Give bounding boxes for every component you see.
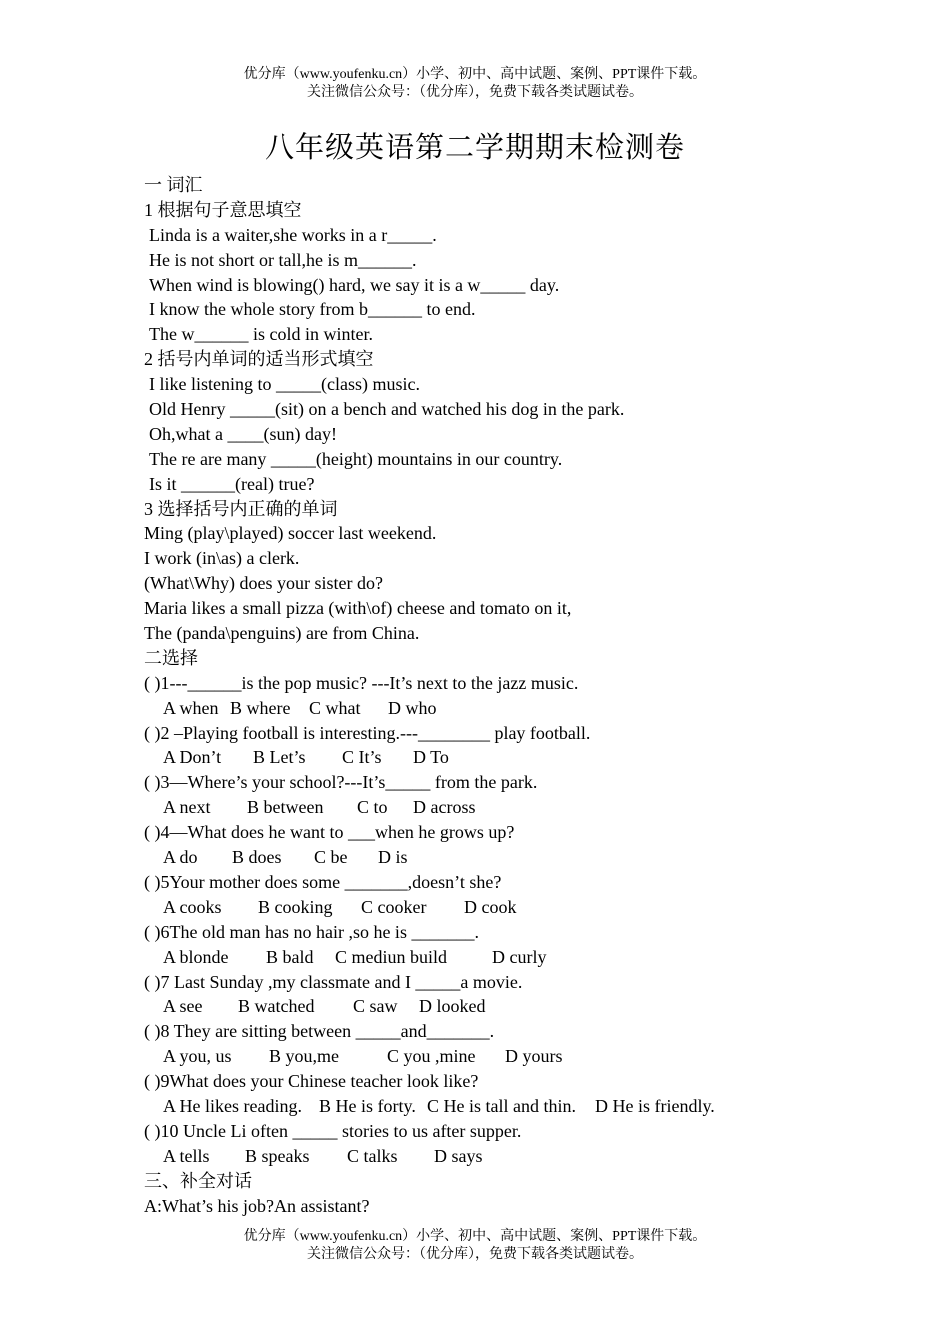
option-b: B speaks — [245, 1145, 310, 1166]
footer-line-2: 关注微信公众号：（优分库），免费下载各类试题试卷。 — [307, 1247, 643, 1262]
option-c: C He is tall and thin. — [427, 1095, 576, 1116]
option-a: A when — [163, 697, 219, 718]
option-d: D cook — [464, 896, 517, 917]
question-10-options — [144, 1144, 924, 1169]
part-2-item: I like listening to _____(class) music. — [149, 374, 420, 395]
part-2-item: Oh,what a ____(sun) day! — [149, 423, 337, 444]
page-title: 八年级英语第二学期期末检测卷 — [264, 132, 685, 164]
option-d: D across — [413, 797, 476, 818]
part-2-item: Is it ______(real) true? — [149, 473, 315, 494]
option-d: D He is friendly. — [595, 1095, 715, 1116]
part-3-item: Maria likes a small pizza (with\of) cheese and tomato on it, — [144, 598, 572, 619]
part-1-item: When wind is blowing() hard, we say it is a w_____ day. — [149, 274, 560, 295]
option-a: A next — [163, 797, 211, 818]
option-d: D curly — [492, 946, 547, 967]
option-b: B does — [232, 847, 282, 868]
exam-body — [144, 173, 924, 1218]
option-d: D is — [378, 847, 408, 868]
option-b: B bald — [266, 946, 314, 967]
header-line-1: 优分库（www.youfenku.cn）小学、初中、高中试题、案例、PPT课件下载。 — [243, 67, 707, 82]
option-a: A tells — [163, 1145, 210, 1166]
part-2-item: The re are many _____(height) mountains in our country. — [149, 448, 563, 469]
option-b: B He is forty. — [319, 1095, 416, 1116]
question-5: ( )5Your mother does some _______,doesn’t she? — [144, 871, 502, 892]
question-3-options — [144, 795, 924, 820]
part-2-heading: 2 括号内单词的适当形式填空 — [144, 349, 374, 370]
question-4: ( )4—What does he want to ___when he grows up? — [144, 822, 515, 843]
part-3-item: The (panda\penguins) are from China. — [144, 623, 420, 644]
part-1-item: The w______ is cold in winter. — [149, 324, 373, 345]
option-a: A He likes reading. — [163, 1095, 302, 1116]
option-a: A blonde — [163, 946, 229, 967]
option-c: C saw — [353, 996, 398, 1017]
part-1-item: Linda is a waiter,she works in a r_____. — [149, 224, 437, 245]
question-6-options — [144, 945, 924, 970]
part-1-item: He is not short or tall,he is m______. — [149, 249, 417, 270]
option-d: D looked — [419, 996, 486, 1017]
part-3-item: (What\Why) does your sister do? — [144, 573, 383, 594]
question-10: ( )10 Uncle Li often _____ stories to us after supper. — [144, 1120, 522, 1141]
question-7: ( )7 Last Sunday ,my classmate and I _____a movie. — [144, 971, 523, 992]
option-b: B you,me — [269, 1046, 339, 1067]
option-a: A Don’t — [163, 747, 222, 768]
section-3-heading: 三、补全对话 — [144, 1170, 252, 1191]
option-b: B Let’s — [253, 747, 306, 768]
option-b: B cooking — [258, 896, 333, 917]
option-a: A see — [163, 996, 203, 1017]
footer-line-1: 优分库（www.youfenku.cn）小学、初中、高中试题、案例、PPT课件下载。 — [243, 1229, 707, 1244]
question-9: ( )9What does your Chinese teacher look like? — [144, 1071, 479, 1092]
option-a: A do — [163, 847, 198, 868]
option-a: A you, us — [163, 1046, 232, 1067]
question-7-options — [144, 994, 924, 1019]
section-1-heading: 一 词汇 — [144, 175, 203, 195]
option-c: C mediun build — [335, 946, 447, 967]
option-a: A cooks — [163, 896, 222, 917]
option-c: C to — [357, 797, 388, 818]
question-8: ( )8 They are sitting between _____and_______. — [144, 1021, 495, 1042]
option-b: B between — [247, 797, 324, 818]
part-1-item: I know the whole story from b______ to end. — [149, 299, 476, 320]
page-footer — [0, 1228, 950, 1264]
option-b: B watched — [238, 996, 315, 1017]
option-c: C you ,mine — [387, 1046, 476, 1067]
option-c: C cooker — [361, 896, 427, 917]
question-5-options — [144, 895, 924, 920]
section-2-heading: 二选择 — [144, 647, 198, 668]
option-c: C talks — [347, 1145, 398, 1166]
question-8-options — [144, 1044, 924, 1069]
option-c: C be — [314, 847, 348, 868]
option-d: D says — [434, 1145, 483, 1166]
part-3-heading: 3 选择括号内正确的单词 — [144, 498, 338, 519]
question-1-options — [144, 696, 924, 721]
question-6: ( )6The old man has no hair ,so he is _______. — [144, 921, 479, 942]
question-2: ( )2 –Playing football is interesting.---________ play football. — [144, 722, 591, 743]
part-3-item: Ming (play\played) soccer last weekend. — [144, 523, 437, 544]
part-2-item: Old Henry _____(sit) on a bench and watched his dog in the park. — [149, 399, 625, 420]
question-1: ( )1---______is the pop music? ---It’s next to the jazz music. — [144, 672, 579, 693]
part-1-heading: 1 根据句子意思填空 — [144, 199, 302, 220]
option-d: D who — [388, 697, 437, 718]
option-d: D yours — [505, 1046, 563, 1067]
option-c: C what — [309, 697, 361, 718]
question-4-options — [144, 845, 924, 870]
option-c: C It’s — [342, 747, 382, 768]
question-3: ( )3—Where’s your school?---It’s_____ from the park. — [144, 772, 538, 793]
part-3-item: I work (in\as) a clerk. — [144, 548, 300, 569]
option-b: B where — [230, 697, 291, 718]
page-header — [0, 66, 950, 102]
option-d: D To — [413, 747, 449, 768]
header-line-2: 关注微信公众号：（优分库），免费下载各类试题试卷。 — [307, 85, 643, 100]
dialogue-line: A:What’s his job?An assistant? — [144, 1195, 370, 1216]
question-9-options — [144, 1094, 924, 1119]
question-2-options — [144, 745, 924, 770]
